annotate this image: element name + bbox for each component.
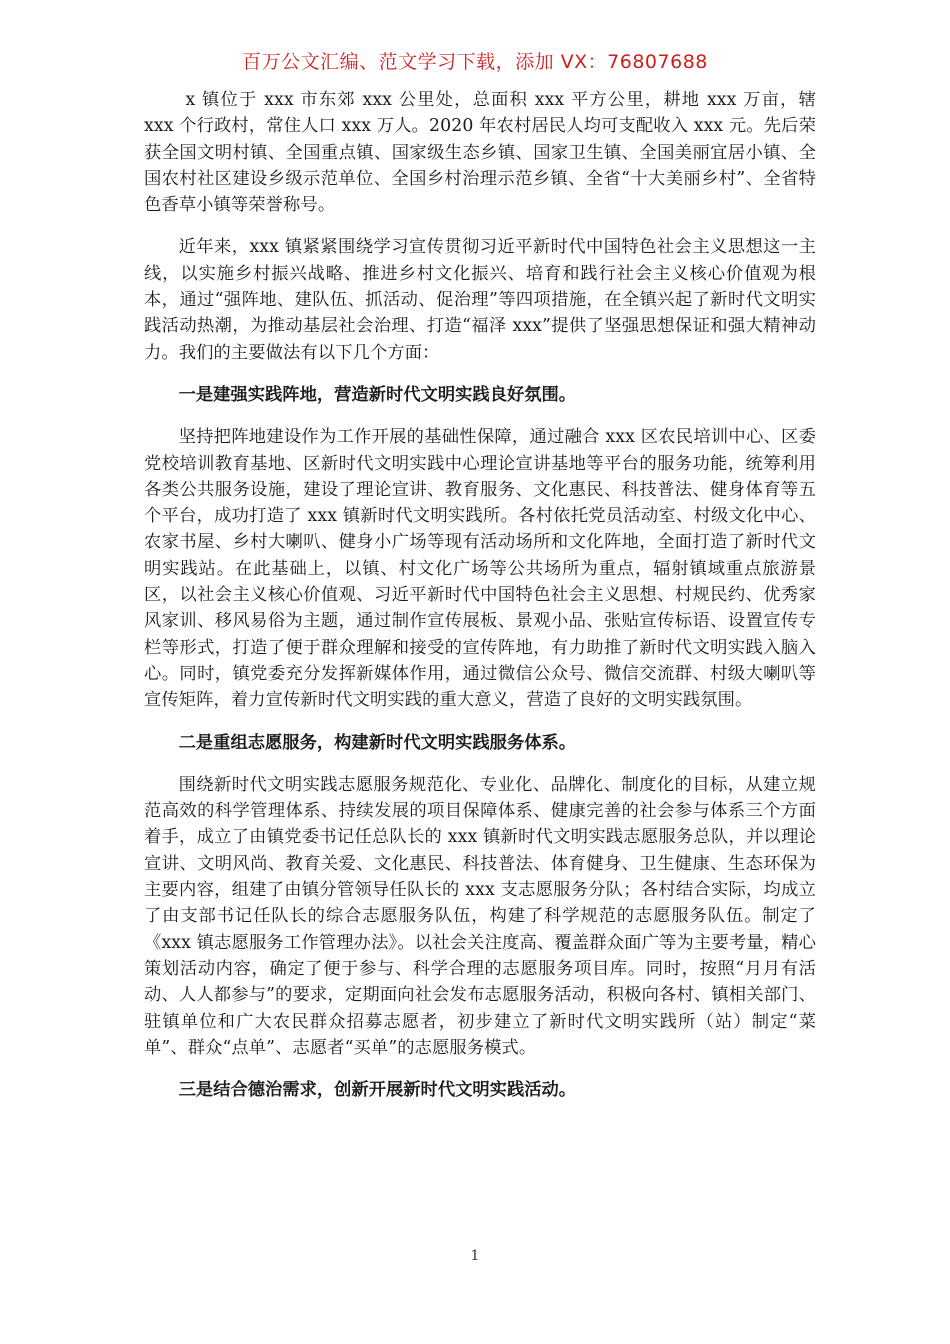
section-heading-2: 二是重组志愿服务，构建新时代文明实践服务体系。 (178, 732, 577, 753)
document-body (144, 87, 816, 1119)
section-1-paragraph: 坚持把阵地建设作为工作开展的基础性保障，通过融合 xxx 区农民培训中心、区委党校培训教育基地、区新时代文明实践中心理论宣讲基地等平台的服务功能，统筹利用各类公共服务设施，建设了理论宣讲、教育服务、文化惠民、科技普法、健身体育等五个平台，成功打造了 xxx 镇新时代文明实践所。各村依托党员活动室、村级文化中心、农家书屋、乡村大喇叭、健身小广场等现有活动场所和文化阵地，全面打造了新时代文明实践站。在此基础上，以镇、村文化广场等公共场所为重点，辐射镇域重点旅游景区，以社会主义核心价值观、习近平新时代中国特色社会主义思想、村规民约、优秀家风家训、移风易俗为主题，通过制作宣传展板、景观小品、张贴宣传标语、设置宣传专栏等形式，打造了便于群众理解和接受的宣传阵地，有力助推了新时代文明实践入脑入心。同时，镇党委充分发挥新媒体作用，通过微信公众号、微信交流群、村级大喇叭等宣传矩阵，着力宣传新时代文明实践的重大意义，营造了良好的文明实践氛围。 (144, 427, 816, 711)
overview-paragraph: 近年来，xxx 镇紧紧围绕学习宣传贯彻习近平新时代中国特色社会主义思想这一主线，以实施乡村振兴战略、推进乡村文化振兴、培育和践行社会主义核心价值观为根本，通过“强阵地、建队伍、抓活动、促治理”等四项措施，在全镇兴起了新时代文明实践活动热潮，为推动基层社会治理、打造“福泽 xxx”提供了坚强思想保证和强大精神动力。我们的主要做法有以下几个方面： (144, 237, 816, 363)
page-number: 1 (470, 1248, 480, 1264)
promo-header: 百万公文汇编、范文学习下载，添加 VX：76807688 (242, 51, 708, 73)
section-2-paragraph: 围绕新时代文明实践志愿服务规范化、专业化、品牌化、制度化的目标，从建立规范高效的科学管理体系、持续发展的项目保障体系、健康完善的社会参与体系三个方面着手，成立了由镇党委书记任总队长的 xxx 镇新时代文明实践志愿服务总队，并以理论宣讲、文明风尚、教育关爱、文化惠民、科技普法、体育健身、卫生健康、生态环保为主要内容，组建了由镇分管领导任队长的 xxx 支志愿服务分队；各村结合实际，均成立了由支部书记任队长的综合志愿服务队伍，构建了科学规范的志愿服务队伍。制定了《xxx 镇志愿服务工作管理办法》。以社会关注度高、覆盖群众面广等为主要考量，精心策划活动内容，确定了便于参与、科学合理的志愿服务项目库。同时，按照“月月有活动、人人都参与”的要求，定期面向社会发布志愿服务活动，积极向各村、镇相关部门、驻镇单位和广大农民群众招募志愿者，初步建立了新时代文明实践所（站）制定“菜单”、群众“点单”、志愿者“买单”的志愿服务模式。 (144, 774, 816, 1058)
section-heading-1: 一是建强实践阵地，营造新时代文明实践良好氛围。 (178, 384, 577, 405)
intro-paragraph: x 镇位于 xxx 市东郊 xxx 公里处，总面积 xxx 平方公里，耕地 xxx 万亩，辖 xxx 个行政村，常住人口 xxx 万人。2020 年农村居民人均可支配收入 xxx 元。先后荣获全国文明村镇、全国重点镇、国家级生态乡镇、国家卫生镇、全国美丽宜居小镇、全国农村社区建设乡级示范单位、全国乡村治理示范乡镇、全省“十大美丽乡村”、全省特色香草小镇等荣誉称号。 (144, 90, 816, 216)
section-heading-3: 三是结合德治需求，创新开展新时代文明实践活动。 (178, 1080, 577, 1101)
